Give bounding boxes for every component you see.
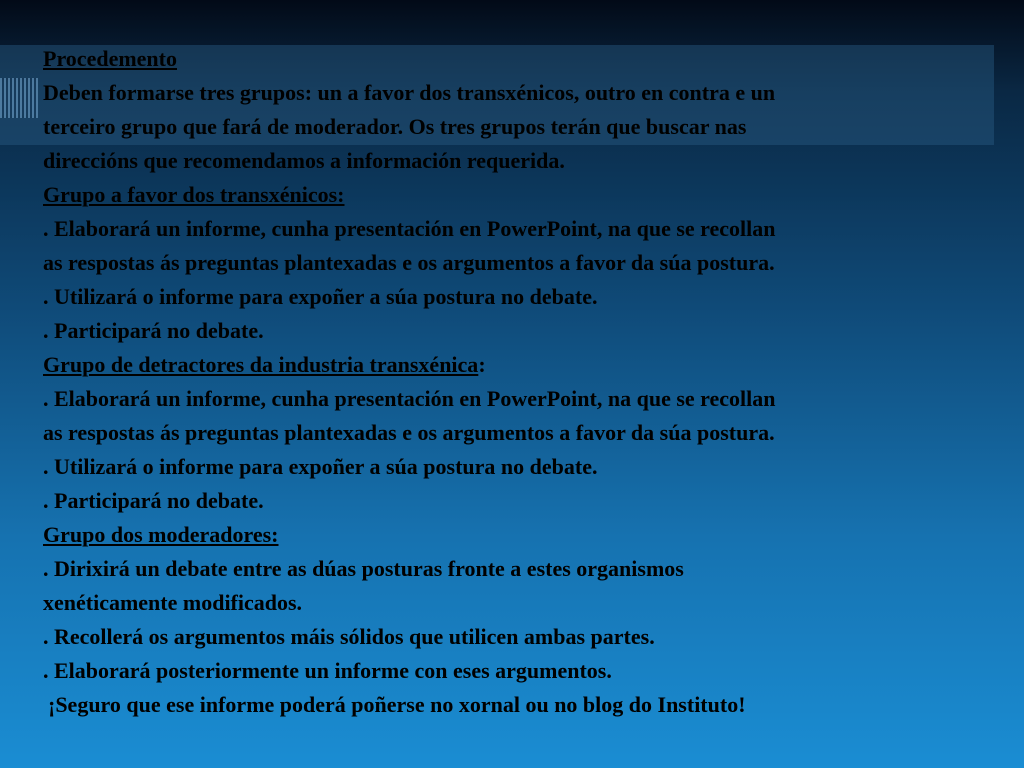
intro-line-3: direccións que recomendamos a información requerida. [43, 148, 565, 173]
group-detractors-item-3: . Participará no debate. [43, 488, 264, 513]
group-moderators-item-1a: . Dirixirá un debate entre as dúas posturas fronte a estes organismos [43, 556, 684, 581]
group-detractors-item-1a: . Elaborará un informe, cunha presentación en PowerPoint, na que se recollan [43, 386, 776, 411]
group-moderators-item-2: . Recollerá os argumentos máis sólidos que utilicen ambas partes. [43, 624, 655, 649]
slide-body [43, 42, 993, 722]
decorative-stripes [0, 78, 38, 118]
group-detractors-item-1b: as respostas ás preguntas plantexadas e os argumentos a favor da súa postura. [43, 420, 775, 445]
group-favor-item-2: . Utilizará o informe para expoñer a súa postura no debate. [43, 284, 598, 309]
closing-line: ¡Seguro que ese informe poderá poñerse no xornal ou no blog do Instituto! [48, 692, 746, 717]
group-favor-item-3: . Participará no debate. [43, 318, 264, 343]
group-favor-item-1a: . Elaborará un informe, cunha presentación en PowerPoint, na que se recollan [43, 216, 776, 241]
group-moderators-heading: Grupo dos moderadores: [43, 522, 279, 547]
group-detractors-heading: Grupo de detractores da industria transxénica [43, 352, 479, 377]
intro-line-2: terceiro grupo que fará de moderador. Os tres grupos terán que buscar nas [43, 114, 747, 139]
group-detractors-item-2: . Utilizará o informe para expoñer a súa postura no debate. [43, 454, 598, 479]
group-moderators-item-3: . Elaborará posteriormente un informe con eses argumentos. [43, 658, 612, 683]
group-moderators-item-1b: xenéticamente modificados. [43, 590, 303, 615]
group-favor-heading: Grupo a favor dos transxénicos: [43, 182, 345, 207]
group-detractors-heading-line [43, 348, 993, 382]
group-detractors-colon: : [478, 352, 486, 377]
procedure-heading: Procedemento [43, 46, 177, 71]
group-favor-item-1b: as respostas ás preguntas plantexadas e os argumentos a favor da súa postura. [43, 250, 775, 275]
intro-line-1: Deben formarse tres grupos: un a favor dos transxénicos, outro en contra e un [43, 80, 776, 105]
